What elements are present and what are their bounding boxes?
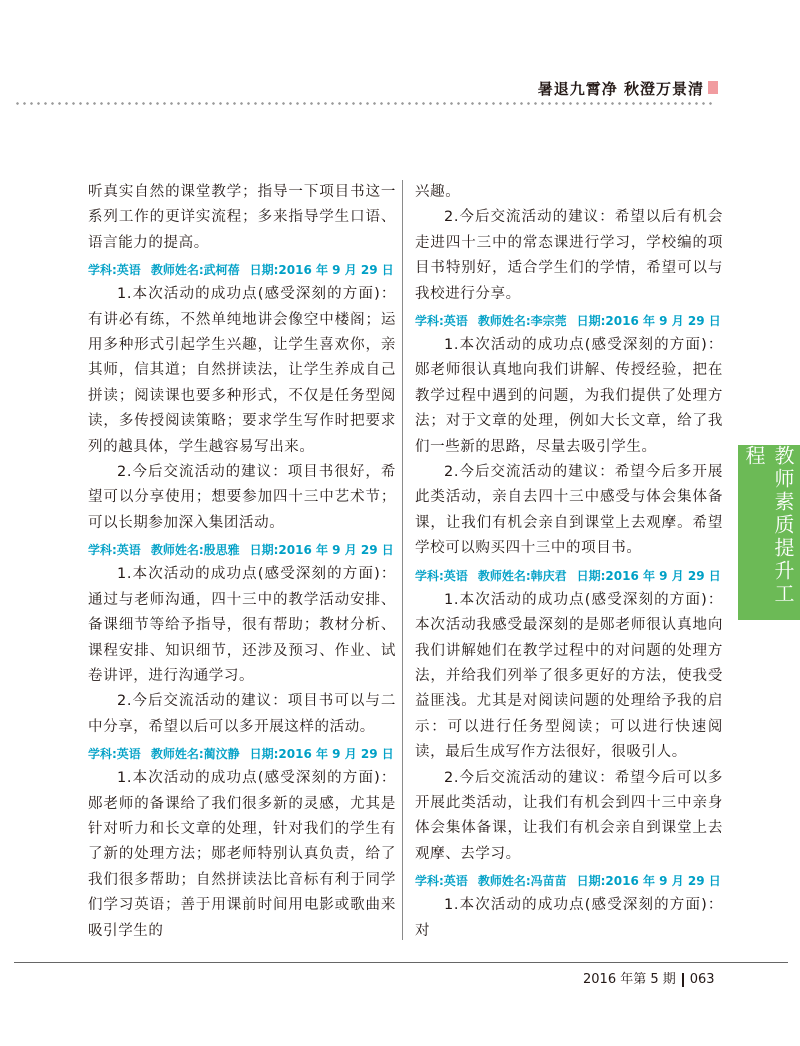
date-label: 日期:2016 年 9 月 29 日 [576,874,721,889]
paragraph: 1.本次活动的成功点(感受深刻的方面)：有讲必有练，不然单纯地讲会像空中楼阁；运用多种形式引起学生兴趣，让学生喜欢你，亲其师，信其道；自然拼读法，让学生养成自己拼读；阅读课也要多种形式，不仅是任务型阅读，多传授阅读策略；要求学生写作时把要求列的越具体，学生越容易写出来。 [88,286,396,455]
date-label: 日期:2016 年 9 月 29 日 [576,568,721,583]
teacher-name-label: 教师姓名:李宗莞 [477,314,567,329]
teacher-info-heading [88,539,396,561]
subject-label: 学科:英语 [415,314,468,329]
paragraph: 2.今后交流活动的建议：希望以后有机会走进四十三中的常态课进行学习，学校编的项目书特别好，适合学生们的学情，希望可以与我校进行分享。 [415,209,723,302]
teacher-info-heading [415,565,723,587]
teacher-info-heading [88,743,396,765]
subject-label: 学科:英语 [88,263,141,278]
paragraph: 听真实自然的课堂教学；指导一下项目书这一系列工作的更详实流程；多来指导学生口语、语言能力的提高。 [88,184,396,251]
header-title: 暑退九霄净 秋澄万景清 [537,80,704,98]
teacher-info-heading [88,259,396,281]
paragraph: 2.今后交流活动的建议：项目书很好，希望可以分享使用；想要参加四十三中艺术节；可以长期参加深入集团活动。 [88,464,396,531]
date-label: 日期:2016 年 9 月 29 日 [249,263,394,278]
teacher-name-label: 教师姓名:韩庆君 [477,568,567,583]
teacher-info-heading [415,310,723,332]
paragraph: 1.本次活动的成功点(感受深刻的方面)：通过与老师沟通，四十三中的教学活动安排、备课细节等给予指导，很有帮助；教材分析、课程安排、知识细节，还涉及预习、作业、试卷讲评，进行沟通学习。 [88,566,396,684]
teacher-name-label: 教师姓名:殷思雅 [150,543,240,558]
page-number: 063 [689,972,715,987]
paragraph: 兴趣。 [415,184,461,200]
footer-rule [14,962,788,963]
section-side-tab [738,445,800,620]
issue-label: 2016 年第 5 期 [583,972,676,987]
column-divider [402,180,403,940]
date-label: 日期:2016 年 9 月 29 日 [249,747,394,762]
footer-separator [682,973,684,987]
paragraph: 1.本次活动的成功点(感受深刻的方面)：本次活动我感受最深刻的是郧老师很认真地向我们讲解她们在教学过程中的对问题的处理方法，并给我们列举了很多更好的方法，使我受益匪浅。尤其是对阅读问题的处理给予我的启示：可以进行任务型阅读；可以进行快速阅读，最后生成写作方法很好，很吸引人。 [415,591,723,761]
page-footer [583,968,715,987]
teacher-name-label: 教师姓名:冯苗苗 [477,874,567,889]
subject-label: 学科:英语 [88,747,141,762]
teacher-name-label: 教师姓名:武柯蓓 [150,263,240,278]
paragraph: 1.本次活动的成功点(感受深刻的方面)：对 [415,897,723,939]
right-column [415,180,723,944]
left-column [88,180,396,944]
side-tab-label: 教师素质提升工程 [742,445,795,606]
date-label: 日期:2016 年 9 月 29 日 [249,543,394,558]
subject-label: 学科:英语 [415,568,468,583]
paragraph: 1.本次活动的成功点(感受深刻的方面)：郧老师很认真地向我们讲解、传授经验，把在教学过程中遇到的问题，为我们提供了处理方法；对于文章的处理，例如大长文章，给了我们一些新的思路，尽量去吸引学生。 [415,337,723,455]
teacher-name-label: 教师姓名:蔺汶静 [150,747,240,762]
subject-label: 学科:英语 [88,543,141,558]
paragraph: 2.今后交流活动的建议：希望今后可以多开展此类活动，让我们有机会到四十三中亲身体会集体备课，让我们有机会亲自到课堂上去观摩、去学习。 [415,769,723,862]
subject-label: 学科:英语 [415,874,468,889]
paragraph: 1.本次活动的成功点(感受深刻的方面)：郧老师的备课给了我们很多新的灵感，尤其是针对听力和长文章的处理，针对我们的学生有了新的处理方法；郧老师特别认真负责，给了我们很多帮助；自然拼读法比音标有利于同学们学习英语；善于用课前时间用电影或歌曲来吸引学生的 [88,770,396,939]
teacher-info-heading [415,870,723,892]
paragraph: 2.今后交流活动的建议：项目书可以与二中分享，希望以后可以多开展这样的活动。 [88,693,396,735]
dotted-divider [14,102,714,105]
paragraph: 2.今后交流活动的建议：希望今后多开展此类活动，亲自去四十三中感受与体会集体备课，让我们有机会亲自到课堂上去观摩。希望学校可以购买四十三中的项目书。 [415,464,723,557]
date-label: 日期:2016 年 9 月 29 日 [576,314,721,329]
header-color-mark [708,81,718,94]
